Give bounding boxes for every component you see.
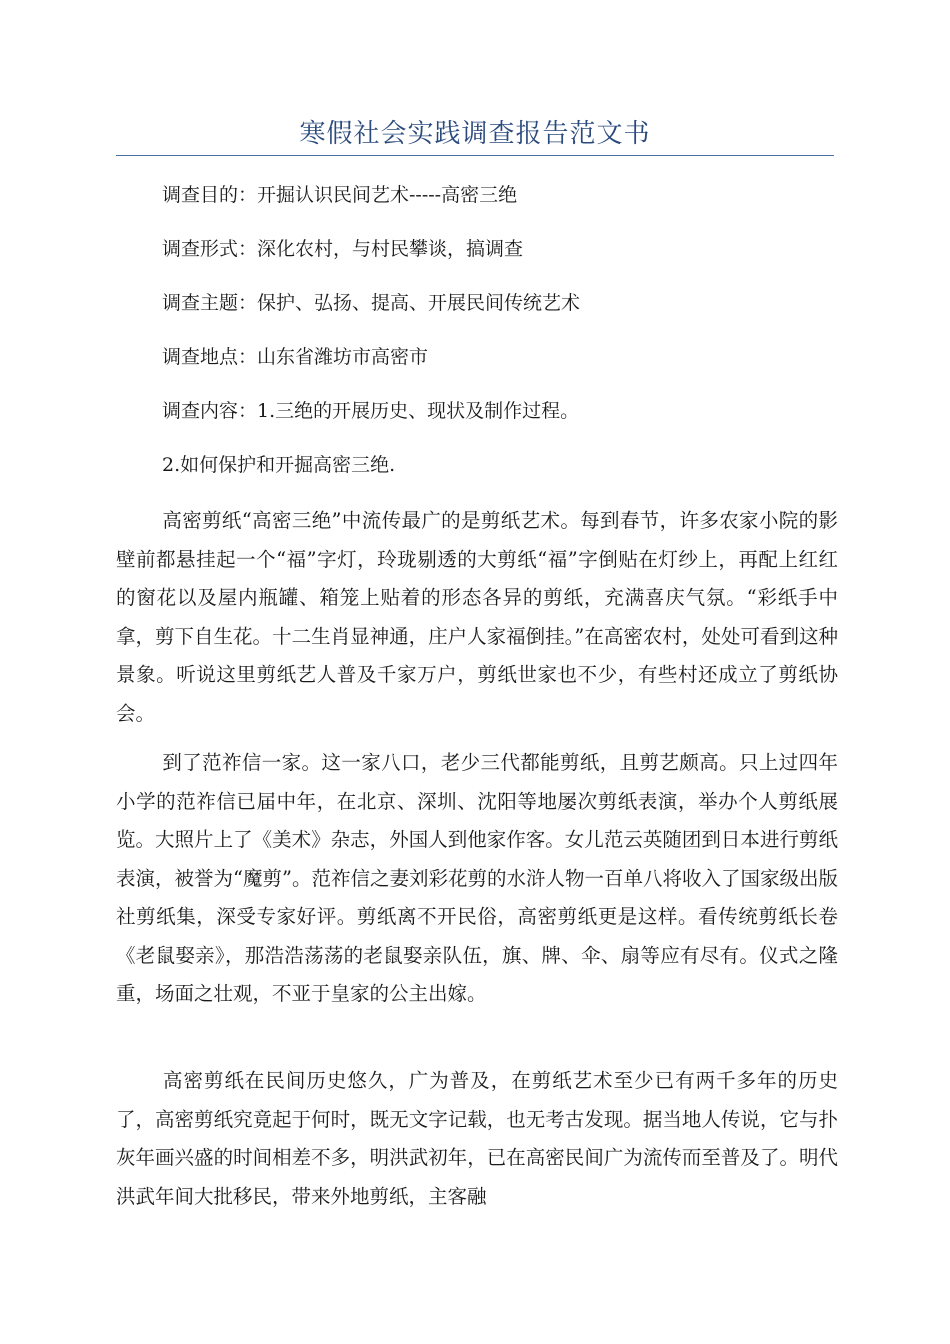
info-line-location: 调查地点：山东省潍坊市高密市 <box>162 346 429 368</box>
info-line-purpose: 调查目的：开掘认识民间艺术-----高密三绝 <box>162 184 518 206</box>
paragraph-1: 高密剪纸“高密三绝”中流传最广的是剪纸艺术。每到春节，许多农家小院的影壁前都悬挂起一个“福”字灯，玲珑剔透的大剪纸“福”字倒贴在灯纱上，再配上红红的窗花以及屋内瓶罐、箱笼上贴着的形态各异的剪纸，充满喜庆气氛。“彩纸手中拿，剪下自生花。十二生肖显神通，庄户人家福倒挂。”在高密农村，处处可看到这种景象。听说这里剪纸艺人普及千家万户，剪纸世家也不少，有些村还成立了剪纸协会。 <box>116 509 838 725</box>
title-underline <box>116 155 834 156</box>
info-line-content-2: 2.如何保护和开掘高密三绝. <box>162 454 396 476</box>
paragraph-2: 到了范祚信一家。这一家八口，老少三代都能剪纸，且剪艺颇高。只上过四年小学的范祚信已届中年，在北京、深圳、沈阳等地屡次剪纸表演，举办个人剪纸展览。大照片上了《美术》杂志，外国人到他家作客。女儿范云英随团到日本进行剪纸表演，被誉为“魔剪”。范祚信之妻刘彩花剪的水浒人物一百单八将收入了国家级出版社剪纸集，深受专家好评。剪纸离不开民俗，高密剪纸更是这样。看传统剪纸长卷《老鼠娶亲》，那浩浩荡荡的老鼠娶亲队伍，旗、牌、伞、扇等应有尽有。仪式之隆重，场面之壮观，不亚于皇家的公主出嫁。 <box>116 751 838 1005</box>
info-line-form: 调查形式：深化农村，与村民攀谈，搞调查 <box>162 238 524 260</box>
paragraph-3: 高密剪纸在民间历史悠久，广为普及，在剪纸艺术至少已有两千多年的历史了，高密剪纸究竟起于何时，既无文字记载，也无考古发现。据当地人传说，它与扑灰年画兴盛的时间相差不多，明洪武初年，已在高密民间广为流传而至普及了。明代洪武年间大批移民，带来外地剪纸，主客融 <box>116 1069 838 1208</box>
info-line-content: 调查内容：1.三绝的开展历史、现状及制作过程。 <box>162 400 580 422</box>
info-line-theme: 调查主题：保护、弘扬、提高、开展民间传统艺术 <box>162 292 581 314</box>
document-title: 寒假社会实践调查报告范文书 <box>299 119 651 149</box>
